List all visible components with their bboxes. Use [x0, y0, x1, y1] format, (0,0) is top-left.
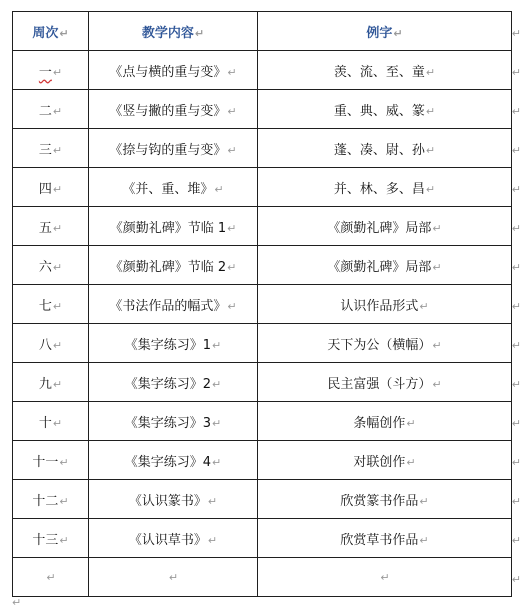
- row-end-mark: ↵: [511, 417, 521, 430]
- table-row: [13, 51, 512, 90]
- row-end-mark: ↵: [511, 144, 521, 157]
- row-end-mark: ↵: [511, 378, 521, 391]
- content-cell[interactable]: 《颜勤礼碑》节临 1↵: [89, 207, 258, 246]
- row-end-mark: ↵: [511, 183, 521, 196]
- content-cell[interactable]: 《认识篆书》↵: [89, 480, 258, 519]
- table-row: [13, 324, 512, 363]
- table-row: [13, 207, 512, 246]
- curriculum-table: [12, 11, 512, 597]
- example-cell[interactable]: ↵: [258, 558, 512, 597]
- week-cell[interactable]: 五↵: [13, 207, 89, 246]
- week-cell[interactable]: 六↵: [13, 246, 89, 285]
- week-cell[interactable]: 十一↵: [13, 441, 89, 480]
- content-cell[interactable]: 《集字练习》4↵: [89, 441, 258, 480]
- week-cell[interactable]: ↵: [13, 558, 89, 597]
- example-cell[interactable]: 民主富强（斗方）↵: [258, 363, 512, 402]
- content-cell[interactable]: 《集字练习》3↵: [89, 402, 258, 441]
- table-row: [13, 363, 512, 402]
- table-row: [13, 402, 512, 441]
- example-cell[interactable]: 欣赏草书作品↵: [258, 519, 512, 558]
- header-content[interactable]: 教学内容↵: [89, 12, 258, 51]
- table-row: [13, 246, 512, 285]
- row-end-mark: ↵: [511, 456, 521, 469]
- content-cell[interactable]: 《捺与钩的重与变》↵: [89, 129, 258, 168]
- row-end-mark: ↵: [511, 339, 521, 352]
- table-row-empty: [13, 558, 512, 597]
- content-cell[interactable]: 《认识草书》↵: [89, 519, 258, 558]
- example-cell[interactable]: 欣赏篆书作品↵: [258, 480, 512, 519]
- week-cell[interactable]: 四↵: [13, 168, 89, 207]
- row-end-mark: ↵: [511, 105, 521, 118]
- header-week[interactable]: 周次↵: [13, 12, 89, 51]
- example-cell[interactable]: 对联创作↵: [258, 441, 512, 480]
- week-cell[interactable]: 九↵: [13, 363, 89, 402]
- paragraph-mark[interactable]: ↵: [12, 596, 22, 609]
- row-end-mark: ↵: [511, 27, 521, 40]
- example-cell[interactable]: 并、林、多、昌↵: [258, 168, 512, 207]
- week-cell[interactable]: 十二↵: [13, 480, 89, 519]
- table-row: [13, 90, 512, 129]
- row-end-mark: ↵: [511, 66, 521, 79]
- content-cell[interactable]: 《并、重、堆》↵: [89, 168, 258, 207]
- week-cell[interactable]: 十↵: [13, 402, 89, 441]
- example-cell[interactable]: 重、典、威、篆↵: [258, 90, 512, 129]
- example-cell[interactable]: 《颜勤礼碑》局部↵: [258, 246, 512, 285]
- table-header-row: [13, 12, 512, 51]
- week-cell[interactable]: 三↵: [13, 129, 89, 168]
- example-cell[interactable]: 条幅创作↵: [258, 402, 512, 441]
- content-cell[interactable]: 《书法作品的幅式》↵: [89, 285, 258, 324]
- week-cell[interactable]: 七↵: [13, 285, 89, 324]
- example-cell[interactable]: 天下为公（横幅）↵: [258, 324, 512, 363]
- content-cell[interactable]: 《点与横的重与变》↵: [89, 51, 258, 90]
- table-row: [13, 129, 512, 168]
- example-cell[interactable]: 《颜勤礼碑》局部↵: [258, 207, 512, 246]
- row-end-mark: ↵: [511, 534, 521, 547]
- table-row: [13, 519, 512, 558]
- table-row: [13, 480, 512, 519]
- header-example[interactable]: 例字↵: [258, 12, 512, 51]
- content-cell[interactable]: 《竖与撇的重与变》↵: [89, 90, 258, 129]
- example-cell[interactable]: 认识作品形式↵: [258, 285, 512, 324]
- content-cell[interactable]: 《集字练习》2↵: [89, 363, 258, 402]
- row-end-mark: ↵: [511, 261, 521, 274]
- table-row: [13, 285, 512, 324]
- row-end-mark: ↵: [511, 222, 521, 235]
- content-cell[interactable]: ↵: [89, 558, 258, 597]
- example-cell[interactable]: 羡、流、至、童↵: [258, 51, 512, 90]
- week-cell[interactable]: 八↵: [13, 324, 89, 363]
- week-cell[interactable]: 十三↵: [13, 519, 89, 558]
- table-row: [13, 441, 512, 480]
- row-end-mark: ↵: [511, 573, 521, 586]
- content-cell[interactable]: 《集字练习》1↵: [89, 324, 258, 363]
- row-end-mark: ↵: [511, 300, 521, 313]
- example-cell[interactable]: 蓬、凑、尉、孙↵: [258, 129, 512, 168]
- table-row: [13, 168, 512, 207]
- content-cell[interactable]: 《颜勤礼碑》节临 2↵: [89, 246, 258, 285]
- row-end-mark: ↵: [511, 495, 521, 508]
- week-cell[interactable]: 一↵: [13, 51, 89, 90]
- week-cell[interactable]: 二↵: [13, 90, 89, 129]
